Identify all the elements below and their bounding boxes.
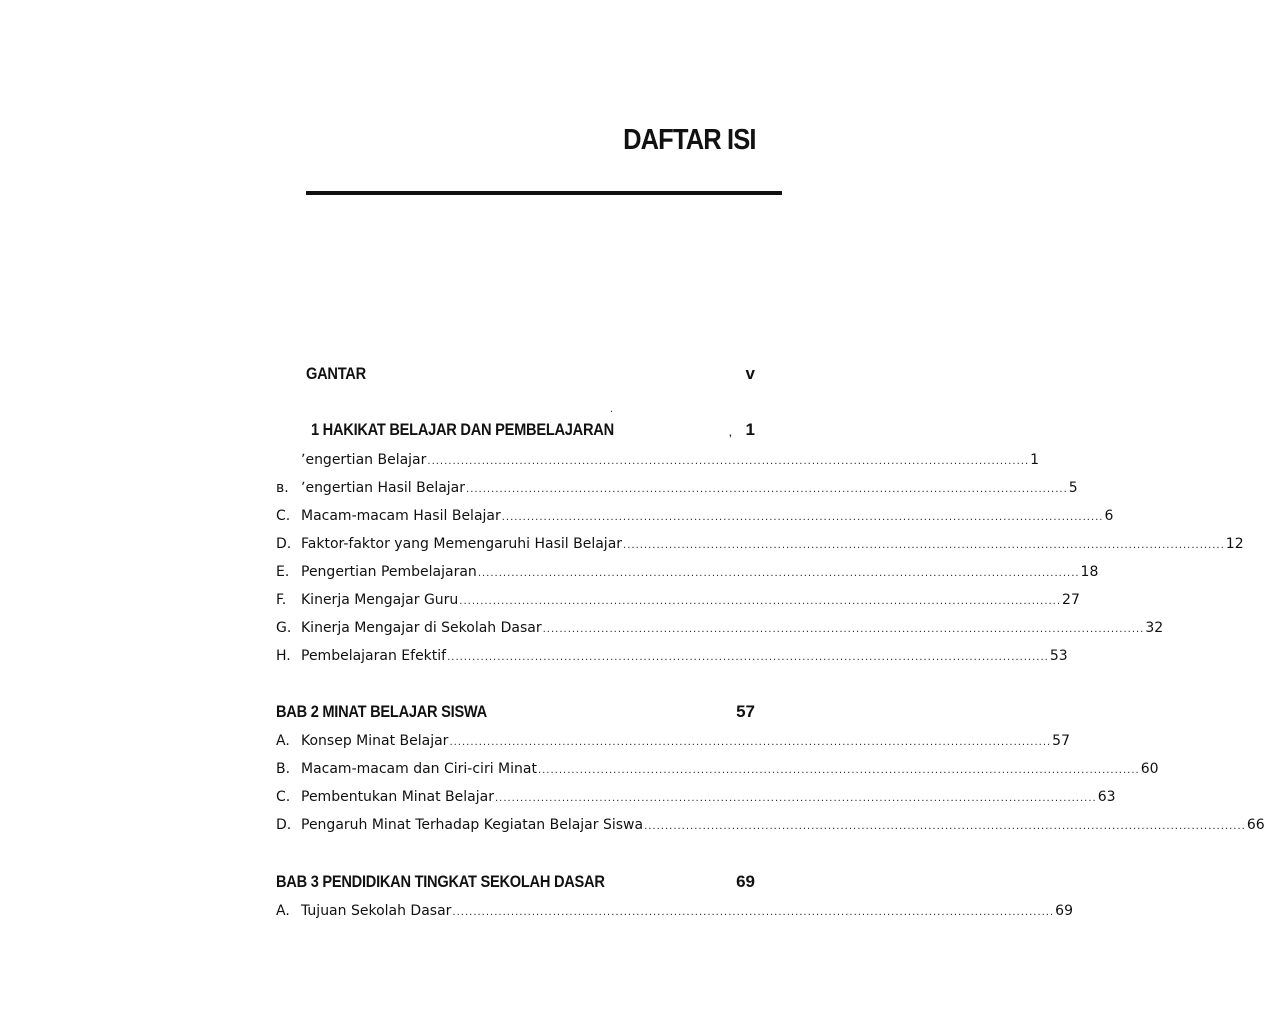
toc-entry-letter: E. (276, 564, 290, 580)
toc-entry-page: 69 (1055, 903, 1073, 919)
toc-entry-page: 53 (1049, 648, 1068, 664)
toc-entry-title: Pengertian Pembelajaran (301, 564, 477, 580)
dot-leader: ................................................................................................................................................ (459, 596, 1062, 607)
toc-entry-letter: C. (276, 508, 291, 524)
toc-entry-page: 6 (1104, 508, 1114, 524)
toc-entry[interactable] (0, 505, 1114, 527)
toc-entry[interactable] (0, 900, 1073, 922)
toc-heading-page: v (745, 364, 755, 383)
toc-entry-title: Pembelajaran Efektif (301, 648, 447, 664)
toc-entry-page: 60 (1140, 761, 1159, 777)
toc-entry-letter: H. (276, 648, 291, 664)
toc-entry-title: ʼengertian Hasil Belajar (301, 480, 466, 496)
toc-entry-letter: G. (276, 620, 292, 636)
toc-entry[interactable] (0, 814, 1265, 836)
toc-entry[interactable] (0, 533, 1244, 555)
toc-entry-title: Kinerja Mengajar di Sekolah Dasar (301, 620, 542, 636)
toc-entry-title: Pembentukan Minat Belajar (301, 789, 494, 805)
toc-entry-page: 18 (1080, 564, 1099, 580)
toc-entry-title: Kinerja Mengajar Guru (301, 592, 459, 608)
toc-chapter-page: 57 (736, 702, 755, 721)
stray-mark: , (729, 428, 732, 439)
toc-entry-title: Macam-macam Hasil Belajar (301, 508, 501, 524)
toc-entry-letter: D. (276, 817, 292, 833)
toc-entry[interactable] (0, 449, 1040, 471)
toc-entry-page: 57 (1052, 733, 1070, 749)
dot-leader: ................................................................................................................................................ (494, 793, 1097, 804)
dot-leader: ................................................................................................................................................ (537, 765, 1140, 776)
toc-entry-letter: D. (276, 536, 292, 552)
title-rule (306, 191, 782, 195)
toc-chapter-title: BAB 2 MINAT BELAJAR SISWA (276, 702, 487, 721)
toc-chapter-page: 1 (745, 420, 755, 439)
toc-entry-title: Konsep Minat Belajar (301, 733, 449, 749)
toc-entry-title: Macam-macam dan Ciri-ciri Minat (301, 761, 537, 777)
toc-chapter-3[interactable] (0, 872, 1024, 896)
toc-heading-kata-pengantar[interactable] (0, 364, 1024, 388)
toc-entry-letter: в. (276, 480, 289, 496)
toc-entry-title: Faktor-faktor yang Memengaruhi Hasil Belajar (301, 536, 623, 552)
toc-entry-letter: A. (276, 903, 290, 919)
toc-entry-page: 12 (1225, 536, 1244, 552)
toc-entry-page: 5 (1068, 480, 1078, 496)
dot-leader: ................................................................................................................................................ (427, 456, 1030, 467)
dot-leader: ................................................................................................................................................ (501, 512, 1104, 523)
toc-entry-title: Pengaruh Minat Terhadap Kegiatan Belajar Siswa (301, 817, 644, 833)
dot-leader: ................................................................................................................................................ (449, 737, 1052, 748)
toc-entry[interactable] (0, 645, 1068, 667)
toc-chapter-title: BAB 3 PENDIDIKAN TINGKAT SEKOLAH DASAR (276, 872, 605, 891)
toc-entry[interactable] (0, 786, 1116, 808)
toc-chapter-page: 69 (736, 872, 755, 891)
toc-entry-page: 1 (1030, 452, 1040, 468)
toc-entry-title: ʼengertian Belajar (301, 452, 427, 468)
toc-entry[interactable] (0, 477, 1078, 499)
toc-heading-label: GANTAR (306, 364, 366, 383)
stray-dot: . (610, 404, 614, 415)
toc-entry[interactable] (0, 730, 1070, 752)
dot-leader: ................................................................................................................................................ (447, 652, 1049, 663)
toc-chapter-1[interactable] (0, 420, 1024, 444)
toc-entry-letter: A. (276, 733, 290, 749)
toc-entry-letter: B. (276, 761, 291, 777)
toc-entry-page: 32 (1145, 620, 1164, 636)
toc-entry[interactable] (0, 758, 1159, 780)
toc-entry-letter: C. (276, 789, 291, 805)
page-title: DAFTAR ISI (623, 124, 756, 156)
toc-entry-page: 66 (1246, 817, 1265, 833)
toc-entry[interactable] (0, 617, 1164, 639)
dot-leader: ................................................................................................................................................ (644, 821, 1246, 832)
dot-leader: ................................................................................................................................................ (452, 907, 1055, 918)
dot-leader: ................................................................................................................................................ (477, 568, 1080, 579)
dot-leader: ................................................................................................................................................ (542, 624, 1145, 635)
toc-chapter-2[interactable] (0, 702, 1024, 726)
toc-entry-title: Tujuan Sekolah Dasar (301, 903, 452, 919)
toc-chapter-title: 1 HAKIKAT BELAJAR DAN PEMBELAJARAN (311, 420, 614, 439)
toc-entry-page: 27 (1062, 592, 1080, 608)
toc-entry-page: 63 (1097, 789, 1116, 805)
toc-entry[interactable] (0, 561, 1099, 583)
toc-entry-letter: F. (276, 592, 287, 608)
dot-leader: ................................................................................................................................................ (466, 484, 1068, 495)
toc-entry[interactable] (0, 589, 1080, 611)
dot-leader: ................................................................................................................................................ (623, 540, 1225, 551)
